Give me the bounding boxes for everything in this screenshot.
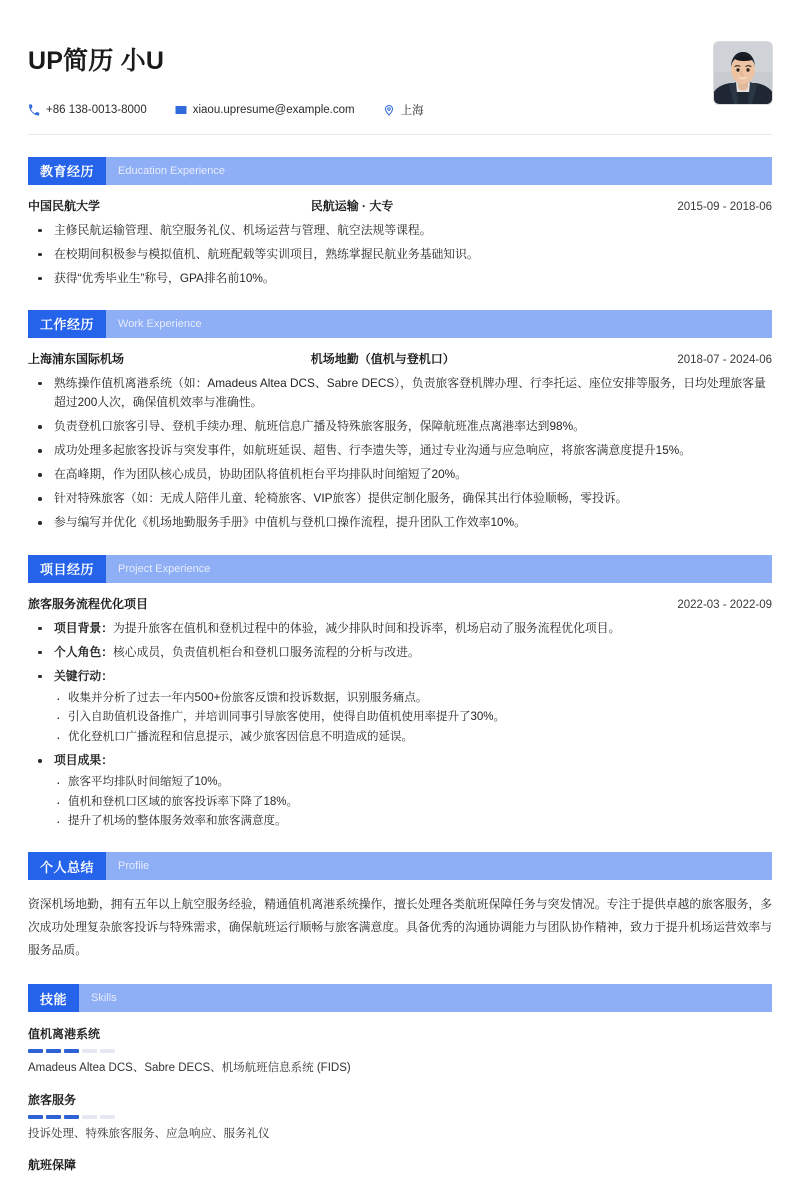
email-icon [175,104,187,116]
section-header-project [28,555,772,583]
work-entry [28,350,772,533]
header-divider [28,134,772,135]
skill-segment [100,1049,115,1053]
section-title-en: Skills [91,992,117,1005]
contact-email-text: xiaou.upresume@example.com [192,103,355,116]
section-header-profile [28,852,772,880]
page-title: UP简历 小U [28,47,165,75]
section-title-en: Profile [118,860,150,873]
section-title-cn: 项目经历 [28,555,106,583]
contact-phone[interactable] [28,104,147,116]
list-item: 在校期间积极参与模拟值机、航班配载等实训项目，熟练掌握民航业务基础知识。 [28,245,772,264]
work-role: 机场地勤（值机与登机口） [310,351,455,366]
list-item: 主修民航运输管理、航空服务礼仪、机场运营与管理、航空法规等课程。 [28,221,772,240]
section-title-en: Project Experience [118,562,211,575]
list-item: · 收集并分析了过去一年内500+份旅客反馈和投诉数据，识别服务痛点。 [54,689,772,707]
section-work [0,310,800,533]
skill-detail: Amadeus Altea DCS、Sabre DECS、机场航班信息系统 (FIDS) [28,1062,351,1075]
project-entry [28,595,772,831]
education-date: 2015-09 - 2018-06 [677,200,772,213]
skill-level-meter [28,1115,772,1119]
skill-item [28,1025,772,1077]
section-skills [0,984,800,1173]
skill-name: 航班保障 [28,1157,77,1172]
project-bullets [28,619,772,831]
section-profile [0,852,800,962]
contact-location[interactable] [383,102,424,118]
project-item-text: 核心成员，负责值机柜台和登机口服务流程的分析与改进。 [113,644,420,659]
education-school: 中国民航大学 [28,198,101,213]
section-title-cn: 教育经历 [28,157,106,185]
work-bullets [28,374,772,533]
list-item: · 值机和登机口区域的旅客投诉率下降了18%。 [54,793,772,811]
project-item-label: 项目背景： [54,620,113,635]
contact-location-text: 上海 [400,104,424,117]
section-title-en: Education Experience [118,164,226,177]
skill-detail: 投诉处理、特殊旅客服务、应急响应、服务礼仪 [28,1127,270,1140]
contact-row [28,102,714,118]
section-header-education [28,157,772,185]
list-item [28,619,772,638]
list-item: 成功处理多起旅客投诉与突发事件，如航班延误、超售、行李遗失等，通过专业沟通与应急响应，将旅客满意度提升15%。 [28,441,772,460]
header-left-block [28,42,714,118]
list-item [28,667,772,746]
list-item: 熟练操作值机离港系统（如：Amadeus Altea DCS、Sabre DECS），负责旅客登机牌办理、行李托运、座位安排等服务，日均处理旅客量超过200人次，确保值机效率与准确性。 [28,374,772,412]
section-title-cn: 个人总结 [28,852,106,880]
avatar [714,42,772,104]
skill-segment [46,1115,61,1119]
entry-header [28,595,772,612]
skill-segment [64,1049,79,1053]
page-bottom-spacer [0,1173,800,1187]
project-title: 旅客服务流程优化项目 [28,596,149,611]
education-major: 民航运输 · 大专 [310,198,394,213]
list-item: · 提升了机场的整体服务效率和旅客满意度。 [54,812,772,830]
list-item [28,751,772,830]
skill-name: 旅客服务 [28,1092,77,1107]
skill-name: 值机离港系统 [28,1027,101,1042]
education-bullets [28,221,772,288]
skill-segment [82,1049,97,1053]
skill-segment [100,1115,115,1119]
section-header-work [28,310,772,338]
skill-segment [46,1049,61,1053]
section-header-skills [28,984,772,1012]
education-entry [28,197,772,288]
skill-segment [28,1115,43,1119]
list-item: 参与编写并优化《机场地勤服务手册》中值机与登机口操作流程，提升团队工作效率10%。 [28,513,772,532]
section-title-cn: 工作经历 [28,310,106,338]
contact-email[interactable] [175,104,355,116]
section-title-en: Work Experience [118,317,202,330]
section-title-cn: 技能 [28,984,79,1012]
resume-header [0,0,800,118]
entry-header [28,197,772,214]
skill-level-meter [28,1049,772,1053]
project-sub-list [54,773,772,830]
profile-text: 资深机场地勤，拥有五年以上航空服务经验，精通值机离港系统操作，擅长处理各类航班保障任务与突发情况。专注于提供卓越的旅客服务，多次成功处理复杂旅客投诉与特殊需求，确保航班运行顺畅与旅客满意度。具备优秀的沟通协调能力与团队协作精神，致力于提升机场运营效率与服务品质。 [28,897,772,958]
section-project [0,555,800,831]
list-item: 在高峰期，作为团队核心成员，协助团队将值机柜台平均排队时间缩短了20%。 [28,465,772,484]
project-date: 2022-03 - 2022-09 [677,598,772,611]
avatar-portrait-icon [714,42,772,104]
list-item: 获得“优秀毕业生”称号，GPA排名前10%。 [28,269,772,288]
list-item: · 旅客平均排队时间缩短了10%。 [54,773,772,791]
skill-segment [28,1049,43,1053]
section-education [0,157,800,288]
project-item-label: 个人角色： [54,644,113,659]
work-date: 2018-07 - 2024-06 [677,353,772,366]
project-sub-list [54,689,772,746]
list-item: 针对特殊旅客（如：无成人陪伴儿童、轮椅旅客、VIP旅客）提供定制化服务，确保其出行体验顺畅，零投诉。 [28,489,772,508]
project-item-label: 项目成果： [54,753,113,768]
skill-segment [64,1115,79,1119]
location-icon [383,104,395,116]
contact-phone-text: +86 138-0013-8000 [46,103,147,116]
list-item [28,643,772,662]
entry-header [28,350,772,367]
skill-item [28,1091,772,1143]
project-item-text: 为提升旅客在值机和登机过程中的体验，减少排队时间和投诉率，机场启动了服务流程优化项目。 [113,620,621,635]
list-item: 负责登机口旅客引导、登机手续办理、航班信息广播及特殊旅客服务，保障航班准点离港率达到98%。 [28,417,772,436]
skill-segment [82,1115,97,1119]
phone-icon [28,104,40,116]
list-item: · 引入自助值机设备推广，并培训同事引导旅客使用，使得自助值机使用率提升了30%。 [54,708,772,726]
project-item-label: 关键行动： [54,668,113,683]
skill-item [28,1156,772,1173]
work-company: 上海浦东国际机场 [28,351,125,366]
list-item: · 优化登机口广播流程和信息提示，减少旅客因信息不明造成的延误。 [54,728,772,746]
